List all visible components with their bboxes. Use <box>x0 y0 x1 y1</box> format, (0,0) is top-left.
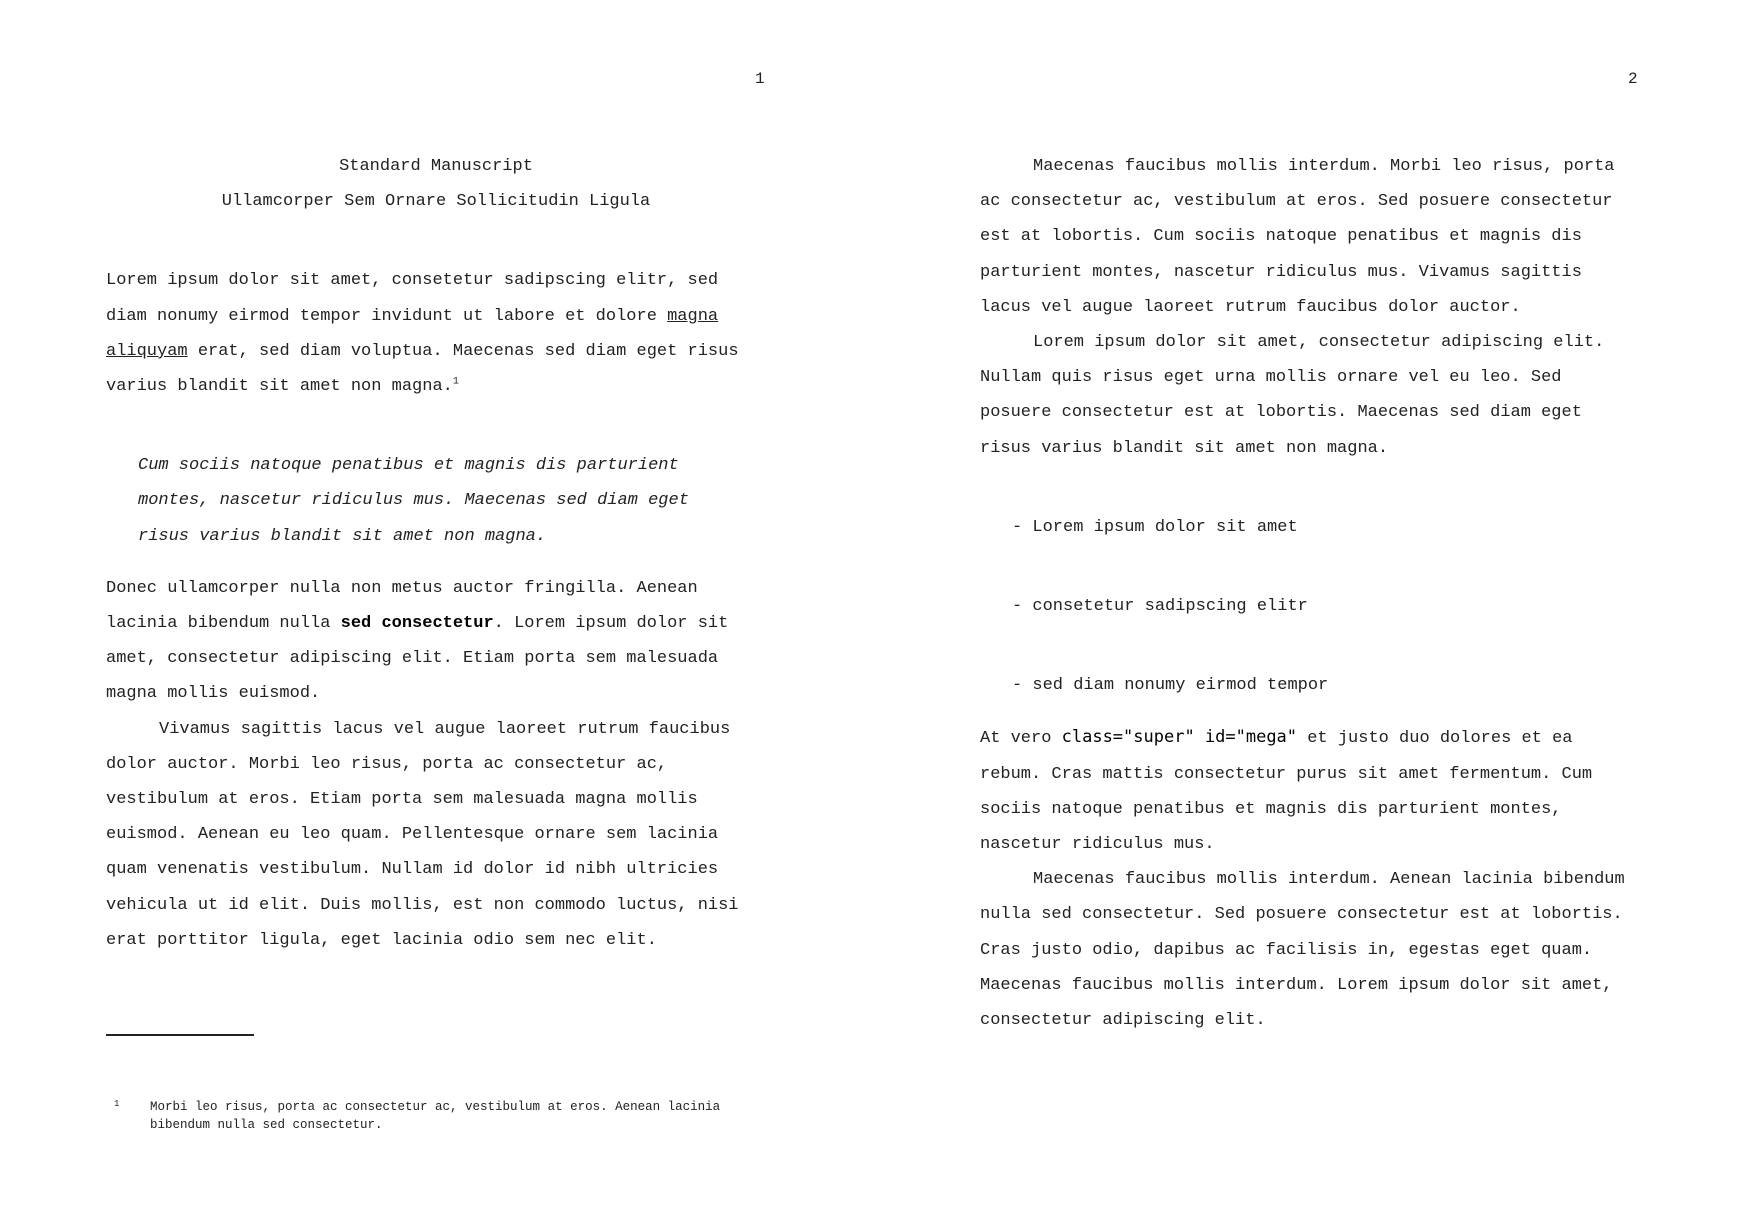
page-2 <box>870 0 1740 1230</box>
paragraph-1-text-b: erat, sed diam voluptua. Maecenas sed diam eget risus varius blandit sit amet non magna. <box>106 341 739 397</box>
paragraph-4: Maecenas faucibus mollis interdum. Morbi leo risus, porta ac consectetur ac, vestibulum at eros. Sed posuere consectetur est at lobortis. Cum sociis natoque penatibus et magnis dis parturient montes, nascetur ridiculus mus. Vivamus sagittis lacus vel augue laoreet rutrum faucibus dolor auctor. <box>980 157 1615 317</box>
manuscript-title: Standard Manuscript <box>339 157 533 176</box>
page-1-body <box>106 149 766 958</box>
block-quote: Cum sociis natoque penatibus et magnis dis parturient montes, nascetur ridiculus mus. Maecenas sed diam eget risus varius blandit sit amet non magna. <box>138 456 689 546</box>
page-number: 2 <box>1628 70 1638 88</box>
footnote-mark: 1 <box>114 1099 120 1109</box>
list-item: - sed diam nonumy eirmod tempor <box>1012 676 1329 696</box>
page-2-body <box>980 149 1640 1038</box>
paragraph-1 <box>106 263 766 404</box>
paragraph-7: Maecenas faucibus mollis interdum. Aenean lacinia bibendum nulla sed consectetur. Sed posuere consectetur est at lobortis. Cras justo odio, dapibus ac facilisis in, egestas eget quam. Maecenas faucibus mollis interdum. Lorem ipsum dolor sit amet, consectetur adipiscing elit. <box>980 870 1625 1031</box>
paragraph-2-text-a: Donec ullamcorper nulla non metus auctor fringilla. Aenean lacinia bibendum nulla <box>106 578 698 634</box>
footnote-divider <box>106 1034 254 1036</box>
paragraph-6-text-a: At vero <box>980 729 1062 749</box>
bold-text: sed consectetur <box>340 614 494 634</box>
paragraph-3: Vivamus sagittis lacus vel augue laoreet rutrum faucibus dolor auctor. Morbi leo risus, porta ac consectetur ac, vestibulum at eros. Etiam porta sem malesuada magna mollis euismod. Aenean eu leo quam. Pellentesque ornare sem lacinia quam venenatis vestibulum. Nullam id dolor id nibh ultricies vehicula ut id elit. Duis mollis, est non commodo luctus, nisi erat porttitor ligula, eget lacinia odio sem nec elit. <box>106 719 739 950</box>
paragraph-5: Lorem ipsum dolor sit amet, consectetur adipiscing elit. Nullam quis risus eget urna mollis ornare vel eu leo. Sed posuere consectetur est at lobortis. Maecenas sed diam eget risus varius blandit sit amet non magna. <box>980 333 1605 458</box>
footnote <box>114 1098 734 1134</box>
underlined-text: magna aliquyam <box>106 306 719 361</box>
paragraph-6 <box>980 720 1640 862</box>
manuscript-subtitle: Ullamcorper Sem Ornare Sollicitudin Ligula <box>221 192 651 212</box>
paragraph-2 <box>106 571 766 712</box>
paragraph-1-text-a: Lorem ipsum dolor sit amet, consetetur sadipscing elitr, sed diam nonumy eirmod tempor invidunt ut labore et dolore <box>106 271 719 326</box>
code-fragment: class="super" id="mega" <box>1061 727 1298 748</box>
paragraph-2-text-b: . Lorem ipsum dolor sit amet, consectetur adipiscing elit. Etiam porta sem malesuada magna mollis euismod. <box>106 614 729 704</box>
list-item: - consetetur sadipscing elitr <box>1012 597 1308 617</box>
footnote-reference[interactable]: 1 <box>452 376 459 388</box>
paragraph-6-text-b: et justo duo dolores et ea rebum. Cras mattis consectetur purus sit amet fermentum. Cum sociis natoque penatibus et magnis dis parturient montes, nascetur ridiculus mus. <box>980 729 1593 855</box>
bullet-list <box>1012 510 1640 704</box>
list-item: - Lorem ipsum dolor sit amet <box>1012 517 1298 537</box>
footnote-text: Morbi leo risus, porta ac consectetur ac, vestibulum at eros. Aenean lacinia bibendum nulla sed consectetur. <box>150 1100 721 1132</box>
page-number: 1 <box>755 70 765 88</box>
